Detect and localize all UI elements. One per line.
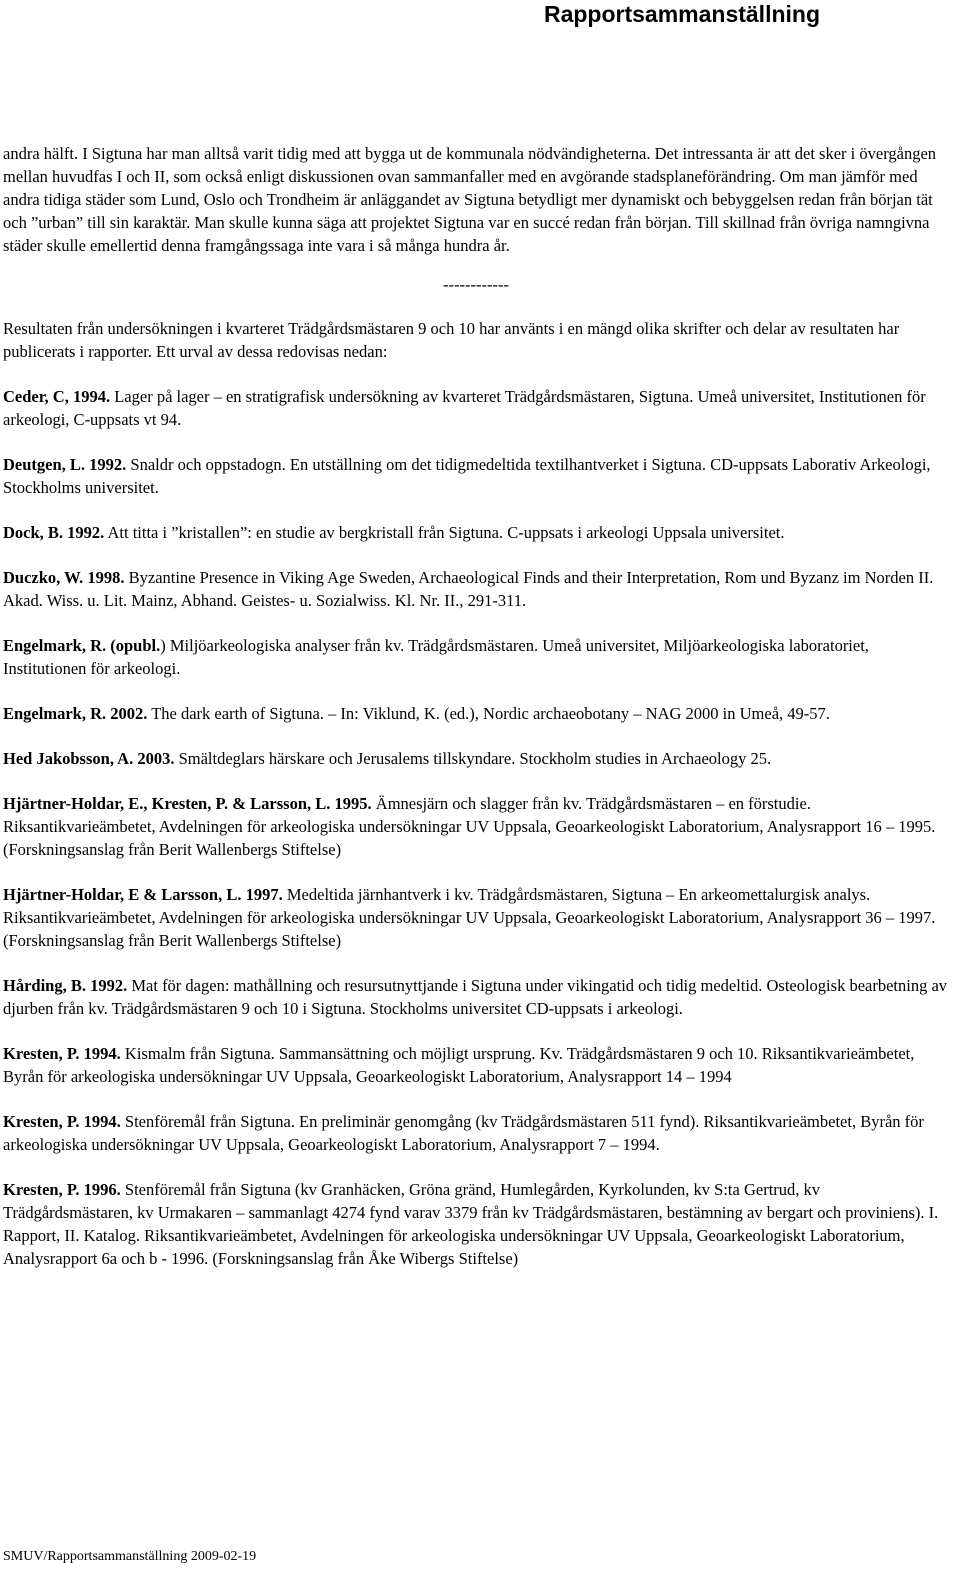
page-footer: SMUV/Rapportsammanställning 2009-02-19 [3, 1549, 257, 1564]
reference-text: Byzantine Presence in Viking Age Sweden, Archaeological Finds and their Interpretation, Rom und Byzanz im Norden II. Akad. Wiss. u. Lit. Mainz, Abhand. Geistes- u. Sozialwiss. Kl. Nr. II., 291-311. [3, 568, 934, 610]
reference-text: Mat för dagen: mathållning och resursutnyttjande i Sigtuna under vikingatid och tidig medeltid. Osteologisk bearbetning av djurben från kv. Trädgårdsmästaren 9 och 10 i Sigtuna. Stockholms universitet CD-uppsats i arkeologi. [3, 976, 948, 1018]
reference-item [3, 566, 953, 612]
reference-text: ) Miljöarkeologiska analyser från kv. Trädgårdsmästaren. Umeå universitet, Miljöarkeologiska laboratoriet, Institutionen för arkeologi. [3, 636, 869, 678]
reference-item [3, 747, 953, 770]
reference-item [3, 792, 953, 861]
reference-author: Kresten, P. 1994. [3, 1044, 121, 1063]
reference-item [3, 702, 953, 725]
reference-text: Att titta i ”kristallen”: en studie av bergkristall från Sigtuna. C-uppsats i arkeologi Uppsala universitet. [104, 523, 785, 542]
reference-text: Stenföremål från Sigtuna. En preliminär genomgång (kv Trädgårdsmästaren 511 fynd). Riksantikvarieämbetet, Byrån för arkeologiska undersökningar UV Uppsala, Geoarkeologiskt Laboratorium, Analysrapport 7 – 1994. [3, 1112, 924, 1154]
reference-author: Kresten, P. 1996. [3, 1180, 121, 1199]
reference-item [3, 1110, 953, 1156]
reference-text: Lager på lager – en stratigrafisk undersökning av kvarteret Trädgårdsmästaren, Sigtuna. Umeå universitet, Institutionen för arkeologi, C-uppsats vt 94. [3, 387, 926, 429]
reference-author: Ceder, C, 1994. [3, 387, 111, 406]
reference-text: Stenföremål från Sigtuna (kv Granhäcken, Gröna gränd, Humlegården, Kyrkolunden, kv S:ta Gertrud, kv Trädgårdsmästaren, kv Urmakaren – sammanlagt 4274 fynd varav 3379 från kv Trädgårdsmästaren, bestämning av bergart och proviniens). I. Rapport, II. Katalog. Riksantikvarieämbetet, Avdelningen för arkeologiska undersökningar UV Uppsala, Geoarkeologiskt Laboratorium, Analysrapport 6a och b - 1996. (Forskningsanslag från Åke Wibergs Stiftelse) [3, 1180, 939, 1268]
reference-author: Dock, B. 1992. [3, 523, 105, 542]
reference-text: The dark earth of Sigtuna. – In: Viklund, K. (ed.), Nordic archaeobotany – NAG 2000 in Umeå, 49-57. [147, 704, 830, 723]
page-header-title: Rapportsammanställning [543, 1, 820, 27]
section-separator: ------------ [443, 275, 509, 294]
reference-author: Deutgen, L. 1992. [3, 455, 127, 474]
reference-text: Snaldr och oppstadogn. En utställning om det tidigmedeltida textilhantverket i Sigtuna. CD-uppsats Laborativ Arkeologi, Stockholms universitet. [3, 455, 931, 497]
document-body [3, 142, 953, 1292]
reference-item [3, 634, 953, 680]
reference-item [3, 1178, 953, 1270]
reference-item [3, 1042, 953, 1088]
body-paragraph: andra hälft. I Sigtuna har man alltså varit tidig med att bygga ut de kommunala nödvändigheterna. Det intressanta är att det sker i övergången mellan huvudfas I och II, som också enligt diskussionen ovan sammanfaller med en avgörande stadsplaneförändring. Om man jämför med andra tidiga städer som Lund, Oslo och Trondheim är anläggandet av Sigtuna betydligt mer dynamiskt och bebyggelsen redan från början tät och ”urban” till sin karaktär. Man skulle kunna säga att projektet Sigtuna var en succé redan från början. Till skillnad från övriga namngivna städer skulle emellertid denna framgångssaga inte vara i så många hundra år. [3, 144, 937, 255]
reference-author: Hårding, B. 1992. [3, 976, 128, 995]
reference-item [3, 521, 953, 544]
reference-list [3, 385, 953, 1270]
reference-author: Kresten, P. 1994. [3, 1112, 121, 1131]
reference-item [3, 883, 953, 952]
reference-author: Engelmark, R. 2002. [3, 704, 148, 723]
reference-item [3, 974, 953, 1020]
reference-author: Duczko, W. 1998. [3, 568, 125, 587]
reference-text: Ämnesjärn och slagger från kv. Trädgårdsmästaren – en förstudie. Riksantikvarieämbetet, Avdelningen för arkeologiska undersökningar UV Uppsala, Geoarkeologiskt Laboratorium, Analysrapport 16 – 1995. (Forskningsanslag från Berit Wallenbergs Stiftelse) [3, 794, 936, 859]
references-intro: Resultaten från undersökningen i kvarteret Trädgårdsmästaren 9 och 10 har använts i en mängd olika skrifter och delar av resultaten har publicerats i rapporter. Ett urval av dessa redovisas nedan: [3, 319, 900, 361]
reference-item [3, 453, 953, 499]
reference-author: Hjärtner-Holdar, E & Larsson, L. 1997. [3, 885, 283, 904]
reference-item [3, 385, 953, 431]
reference-author: Hed Jakobsson, A. 2003. [3, 749, 175, 768]
reference-text: Smältdeglars härskare och Jerusalems tillskyndare. Stockholm studies in Archaeology 25. [174, 749, 772, 768]
reference-text: Kismalm från Sigtuna. Sammansättning och möjligt ursprung. Kv. Trädgårdsmästaren 9 och 10. Riksantikvarieämbetet, Byrån för arkeologiska undersökningar UV Uppsala, Geoarkeologiskt Laboratorium, Analysrapport 14 – 1994 [3, 1044, 915, 1086]
reference-author: Engelmark, R. (opubl. [3, 636, 161, 655]
reference-text: Medeltida järnhantverk i kv. Trädgårdsmästaren, Sigtuna – En arkeomettalurgisk analys. Riksantikvarieämbetet, Avdelningen för arkeologiska undersökningar UV Uppsala, Geoarkeologiskt Laboratorium, Analysrapport 36 – 1997. (Forskningsanslag från Berit Wallenbergs Stiftelse) [3, 885, 936, 950]
reference-author: Hjärtner-Holdar, E., Kresten, P. & Larsson, L. 1995. [3, 794, 372, 813]
